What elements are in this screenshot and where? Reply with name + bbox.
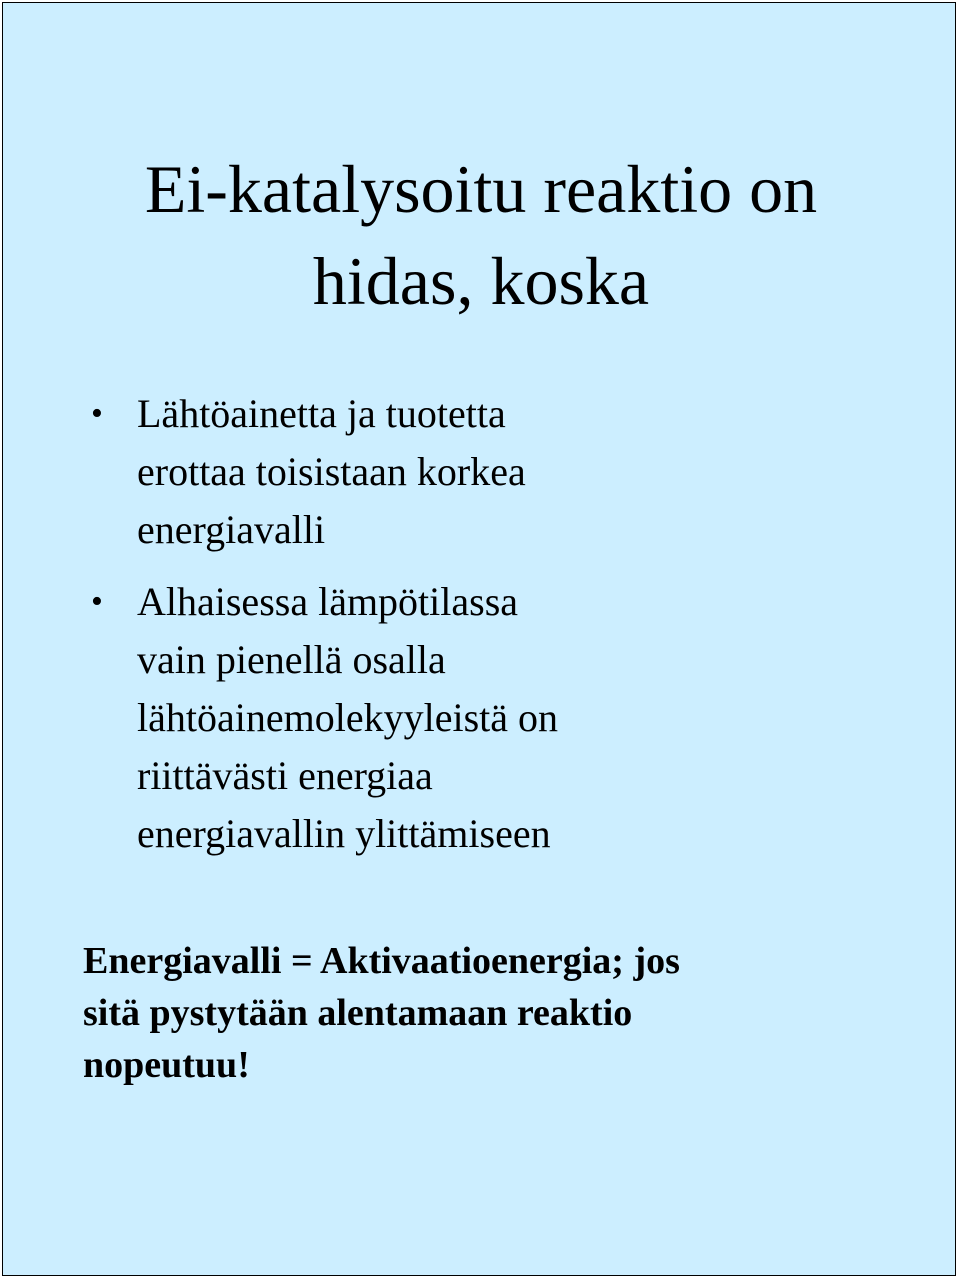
slide-title [43,143,919,327]
bullet-text-line: erottaa toisistaan korkea [137,449,526,494]
bullet-list [85,385,925,877]
bullet-text-line: energiavalli [137,507,326,552]
slide [2,2,956,1276]
bullet-text-line: riittävästi energiaa [137,753,433,798]
bullet-text-line: Alhaisessa lämpötilassa [137,579,519,624]
slide-title-line: Ei-katalysoitu reaktio on [144,151,818,227]
summary-note [83,935,943,1091]
summary-note-line: Energiavalli = Aktivaatioenergia; jos [83,940,680,982]
bullet-text-line: Lähtöainetta ja tuotetta [137,391,506,436]
bullet-dot-icon: • [91,395,103,432]
bullet-text-line: vain pienellä osalla [137,637,446,682]
bullet-text-line: energiavallin ylittämiseen [137,811,551,856]
bullet-dot-icon: • [91,583,103,620]
slide-title-line: hidas, koska [312,243,650,319]
bullet-item [85,385,925,559]
bullet-item [85,573,925,863]
summary-note-line: sitä pystytään alentamaan reaktio [83,992,633,1034]
summary-note-line: nopeutuu! [83,1044,250,1086]
bullet-text-line: lähtöainemolekyyleistä on [137,695,558,740]
